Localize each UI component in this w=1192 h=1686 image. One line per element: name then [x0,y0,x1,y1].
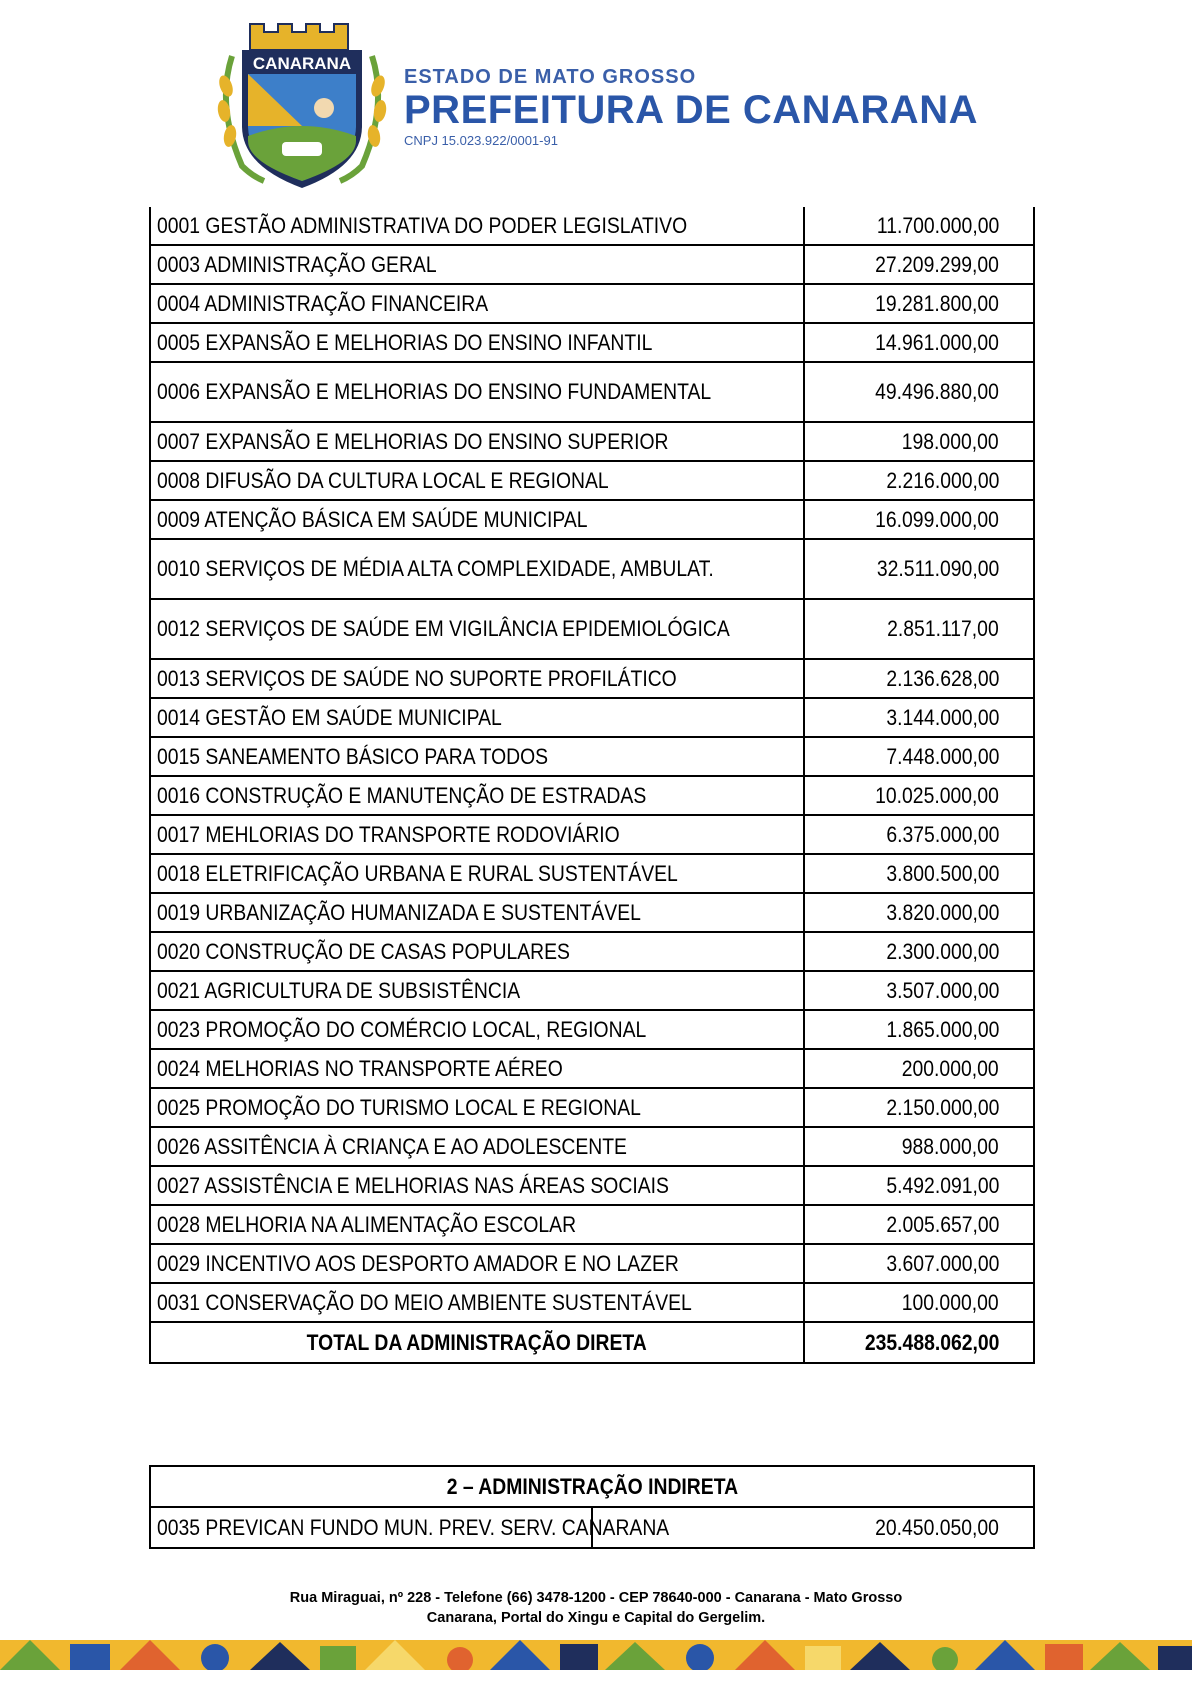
header-text [404,66,978,148]
row-description-cell [150,854,804,893]
footer-address: Rua Miraguai, nº 228 - Telefone (66) 3478-1200 - CEP 78640-000 - Canarana - Mato Grosso [289,1590,903,1606]
total-label: TOTAL DA ADMINISTRAÇÃO DIRETA [306,1329,648,1355]
row-value-cell [804,815,1034,854]
row-value-cell [804,1010,1034,1049]
table-row [150,1283,1034,1322]
total-row [150,1322,1034,1363]
row-description-cell [150,1244,804,1283]
row-description: 0007 EXPANSÃO E MELHORIAS DO ENSINO SUPERIOR [157,428,669,454]
table-row [150,1010,1034,1049]
row-description: 0016 CONSTRUÇÃO E MANUTENÇÃO DE ESTRADAS [157,782,647,808]
row-description-cell [150,1088,804,1127]
table-row [150,737,1034,776]
row-value-cell [804,245,1034,284]
table-row [150,245,1034,284]
total-value: 235.488.062,00 [864,1329,999,1355]
row-value-cell [804,659,1034,698]
row-description-cell [150,362,804,422]
row-description: 0010 SERVIÇOS DE MÉDIA ALTA COMPLEXIDADE, AMBULAT. [157,556,714,581]
row-value-cell [804,599,1034,659]
row-value: 11.700.000,00 [876,212,999,238]
row-value: 7.448.000,00 [886,743,999,769]
row-description-cell [150,1507,670,1548]
row-value: 32.511.090,00 [876,556,999,581]
table-row [150,500,1034,539]
row-description-cell [150,1205,804,1244]
row-value-cell [804,500,1034,539]
row-value-cell [804,1283,1034,1322]
row-description: 0024 MELHORIAS NO TRANSPORTE AÉREO [157,1055,563,1081]
row-description-cell [150,207,804,245]
table-row [150,461,1034,500]
row-value: 6.375.000,00 [886,821,999,847]
row-description: 0013 SERVIÇOS DE SAÚDE NO SUPORTE PROFILÁTICO [157,665,677,691]
row-value: 49.496.880,00 [875,379,999,404]
table-row [150,539,1034,599]
table-row [150,659,1034,698]
row-value: 10.025.000,00 [875,782,999,808]
row-description-cell [150,776,804,815]
cnpj-text: CNPJ 15.023.922/0001-91 [404,133,558,148]
table-row [150,932,1034,971]
table-row [150,776,1034,815]
decorative-footer-band [0,1640,1192,1670]
row-value-cell [804,776,1034,815]
table-row [150,1049,1034,1088]
row-description-cell [150,245,804,284]
row-description: 0005 EXPANSÃO E MELHORIAS DO ENSINO INFANTIL [157,329,653,355]
row-description: 0025 PROMOÇÃO DO TURISMO LOCAL E REGIONAL [157,1094,641,1120]
row-description: 0020 CONSTRUÇÃO DE CASAS POPULARES [157,938,570,964]
row-value: 3.607.000,00 [886,1250,999,1276]
row-value: 20.450.050,00 [875,1514,999,1540]
table-row [150,284,1034,323]
row-value-cell [804,1127,1034,1166]
footer-slogan: Canarana, Portal do Xingu e Capital do Gergelim. [426,1610,766,1626]
row-value: 3.507.000,00 [886,977,999,1003]
row-value: 2.136.628,00 [886,665,999,691]
row-value: 2.851.117,00 [887,616,999,641]
row-description: 0012 SERVIÇOS DE SAÚDE EM VIGILÂNCIA EPIDEMIOLÓGICA [157,616,730,641]
row-value-cell [804,284,1034,323]
table-row [150,207,1034,245]
row-value: 200.000,00 [902,1055,999,1081]
row-description-cell [150,1049,804,1088]
indirect-heading: 2 – ADMINISTRAÇÃO INDIRETA [446,1473,738,1499]
row-value-cell [804,323,1034,362]
row-description-cell [150,1166,804,1205]
row-description: 0009 ATENÇÃO BÁSICA EM SAÚDE MUNICIPAL [157,506,588,532]
crest-name-text: CANARANA [252,54,352,73]
total-label-cell [150,1322,804,1363]
state-name: ESTADO DE MATO GROSSO [404,66,697,88]
row-value-cell [804,362,1034,422]
indirect-administration-table [149,1465,1035,1549]
table-row [150,1244,1034,1283]
row-description-cell [150,1010,804,1049]
row-value-cell [804,737,1034,776]
row-description: 0021 AGRICULTURA DE SUBSISTÊNCIA [157,977,521,1003]
row-description: 0026 ASSITÊNCIA À CRIANÇA E AO ADOLESCENTE [157,1133,627,1159]
row-description-cell [150,323,804,362]
row-value-cell [804,1166,1034,1205]
table-row [150,815,1034,854]
row-description: 0029 INCENTIVO AOS DESPORTO AMADOR E NO LAZER [157,1250,679,1276]
row-value-cell [804,971,1034,1010]
row-value: 2.300.000,00 [886,938,999,964]
row-value: 1.865.000,00 [886,1016,999,1042]
row-description-cell [150,422,804,461]
row-description: 0018 ELETRIFICAÇÃO URBANA E RURAL SUSTENTÁVEL [157,860,678,886]
row-description: 0001 GESTÃO ADMINISTRATIVA DO PODER LEGISLATIVO [157,212,688,238]
row-description: 0004 ADMINISTRAÇÃO FINANCEIRA [157,290,489,316]
row-description-cell [150,599,804,659]
row-description: 0008 DIFUSÃO DA CULTURA LOCAL E REGIONAL [157,467,609,493]
row-description: 0031 CONSERVAÇÃO DO MEIO AMBIENTE SUSTENTÁVEL [157,1289,692,1315]
row-value-cell [804,207,1034,245]
row-value-cell [804,1244,1034,1283]
row-description-cell [150,971,804,1010]
direct-administration-rows [150,207,1034,1363]
row-value: 2.150.000,00 [886,1094,999,1120]
row-description-cell [150,461,804,500]
row-description: 0015 SANEAMENTO BÁSICO PARA TODOS [157,743,549,769]
row-value: 19.281.800,00 [875,290,999,316]
row-description-cell [150,659,804,698]
row-value-cell [804,422,1034,461]
row-value: 3.144.000,00 [886,704,999,730]
table-row [150,854,1034,893]
row-value: 198.000,00 [902,428,999,454]
indirect-heading-row [150,1466,1034,1507]
row-description-cell [150,539,804,599]
table-row [150,362,1034,422]
row-value: 5.492.091,00 [886,1172,999,1198]
row-description-cell [150,815,804,854]
row-description: 0006 EXPANSÃO E MELHORIAS DO ENSINO FUNDAMENTAL [157,379,712,404]
row-value-cell [804,539,1034,599]
row-value: 3.820.000,00 [886,899,999,925]
row-description: 0019 URBANIZAÇÃO HUMANIZADA E SUSTENTÁVEL [157,899,641,925]
footer [0,1588,1192,1628]
row-description: 0023 PROMOÇÃO DO COMÉRCIO LOCAL, REGIONAL [157,1016,647,1042]
table-row [150,698,1034,737]
table-row [150,1088,1034,1127]
indirect-administration-rows [150,1466,1034,1548]
row-value-cell [804,1049,1034,1088]
row-value-cell [804,932,1034,971]
row-description: 0017 MEHLORIAS DO TRANSPORTE RODOVIÁRIO [157,821,620,847]
row-value: 16.099.000,00 [875,506,999,532]
table-row [150,971,1034,1010]
row-value-cell [804,698,1034,737]
row-description-cell [150,698,804,737]
row-description-cell [150,893,804,932]
row-description-cell [150,1127,804,1166]
table-row [150,323,1034,362]
table-row [150,599,1034,659]
table-row [150,1166,1034,1205]
row-description-cell [150,284,804,323]
row-value-cell [804,893,1034,932]
table-row [150,1127,1034,1166]
prefecture-name: PREFEITURA DE CANARANA [404,88,978,132]
row-description: 0035 PREVICAN FUNDO MUN. PREV. SERV. CANARANA [157,1514,670,1540]
row-value-cell [804,1088,1034,1127]
row-value: 988.000,00 [902,1133,999,1159]
row-value: 14.961.000,00 [875,329,999,355]
row-value: 2.005.657,00 [886,1211,999,1237]
table-row [150,893,1034,932]
row-description: 0014 GESTÃO EM SAÚDE MUNICIPAL [157,704,502,730]
row-value: 100.000,00 [902,1289,999,1315]
table-row [150,1205,1034,1244]
canarana-crest-logo [212,16,392,194]
row-value-cell [804,854,1034,893]
row-value: 2.216.000,00 [886,467,999,493]
row-description: 0028 MELHORIA NA ALIMENTAÇÃO ESCOLAR [157,1211,577,1237]
row-value-cell [804,461,1034,500]
row-description-cell [150,737,804,776]
direct-administration-table [149,207,1035,1364]
indirect-heading-cell [150,1466,1034,1507]
row-value-cell [804,1205,1034,1244]
row-description-cell [150,500,804,539]
row-value: 27.209.299,00 [875,251,999,277]
row-description-cell [150,1283,804,1322]
table-row [150,1507,1034,1548]
row-description-cell [150,932,804,971]
total-value-cell [804,1322,1034,1363]
row-description: 0027 ASSISTÊNCIA E MELHORIAS NAS ÁREAS SOCIAIS [157,1172,669,1198]
row-value: 3.800.500,00 [886,860,999,886]
row-description: 0003 ADMINISTRAÇÃO GERAL [157,251,437,277]
table-row [150,422,1034,461]
